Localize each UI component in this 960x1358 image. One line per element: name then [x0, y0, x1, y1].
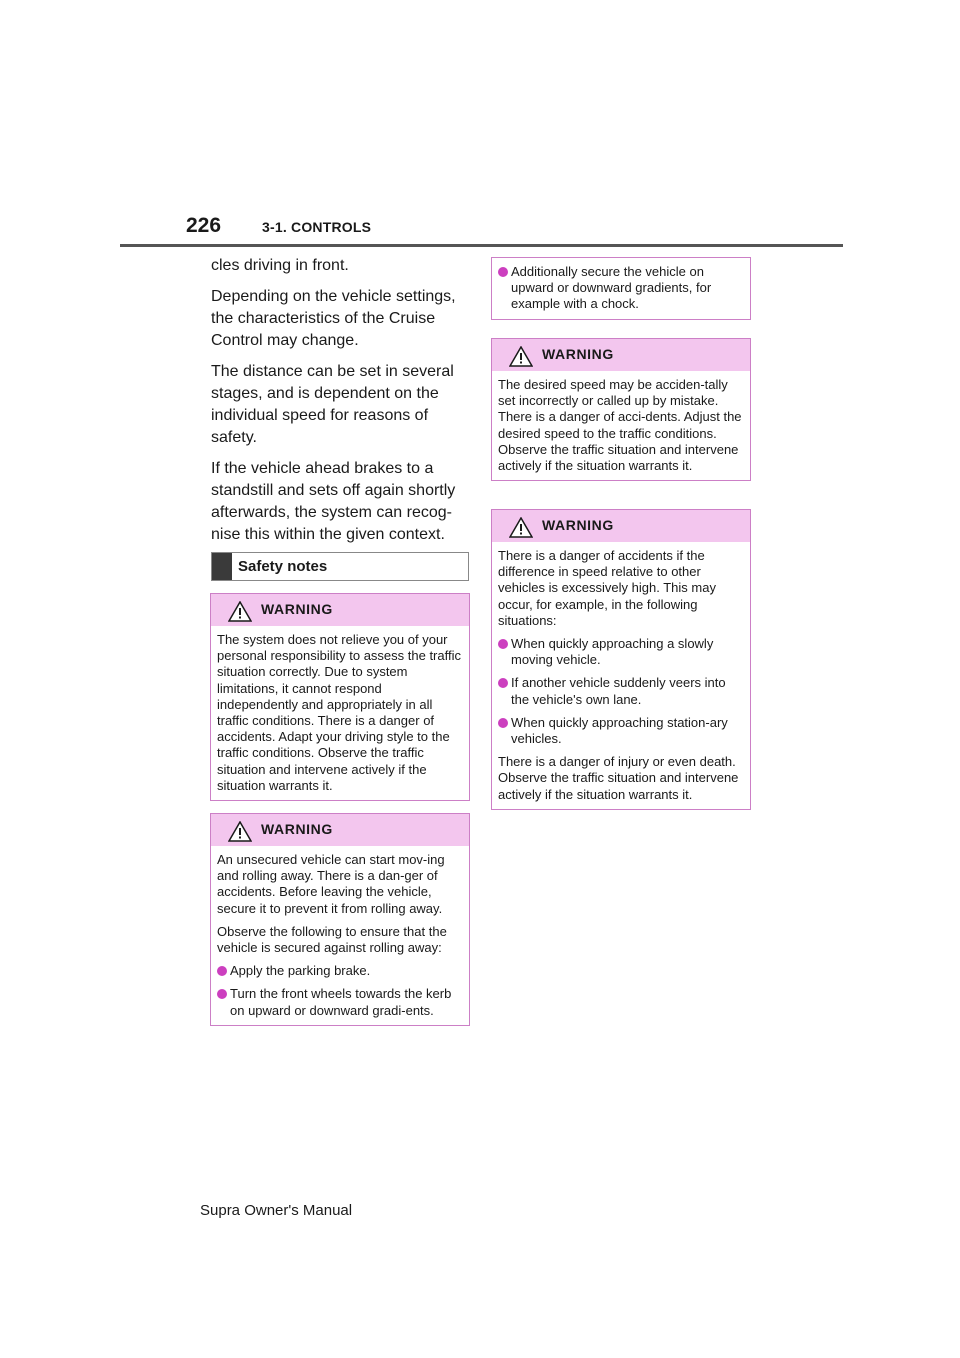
warning-header [492, 510, 750, 542]
warning-title: WARNING [542, 517, 614, 533]
warning-text: There is a danger of accidents if the difference in speed relative to other vehicles is excessively high. This may occur, for example, in the following situations: [498, 548, 716, 628]
warning-body [492, 371, 750, 480]
list-item [498, 675, 744, 707]
warning-triangle-icon [509, 346, 533, 367]
list-item-text: Additionally secure the vehicle on upward or downward gradients, for example with a chock. [511, 264, 712, 312]
paragraph: Depending on the vehicle settings, the characteristics of the Cruise Control may change. [211, 288, 456, 349]
paragraph: cles driving in front. [211, 257, 349, 274]
list-item-text: Apply the parking brake. [230, 963, 371, 979]
list-item [217, 963, 463, 979]
warning-body [492, 542, 750, 809]
list-item-text: Turn the front wheels towards the kerb on upward or downward gradi-ents. [230, 986, 452, 1018]
warning-triangle-icon [228, 601, 252, 622]
paragraph: The distance can be set in several stages, and is dependent on the individual speed for reasons of safety. [211, 363, 454, 446]
safety-notes-bar [212, 553, 232, 580]
warning-text: The desired speed may be acciden-tally set incorrectly or called up by mistake. There is a danger of acci-dents. Adjust the desired speed to the traffic conditions. Observe the traffic situation and intervene actively if the situation warrants it. [498, 377, 742, 474]
list-item-text: When quickly approaching a slowly moving vehicle. [511, 636, 714, 668]
bullet-dot-icon [217, 989, 227, 999]
warning-box-system-limits [210, 593, 470, 801]
warning-triangle-icon [228, 821, 252, 842]
bullet-dot-icon [217, 966, 227, 976]
warning-title: WARNING [261, 601, 333, 617]
bullet-dot-icon [498, 678, 508, 688]
page-number: 226 [186, 214, 222, 237]
bullet-dot-icon [498, 267, 508, 277]
warning-header [211, 814, 469, 846]
warning-body [211, 846, 469, 1025]
list-item [498, 264, 744, 313]
list-item [498, 636, 744, 668]
bullet-dot-icon [498, 639, 508, 649]
list-item [217, 986, 463, 1018]
header-rule [120, 244, 843, 247]
warning-box-continuation [491, 257, 751, 320]
warning-body [492, 258, 750, 319]
warning-title: WARNING [261, 821, 333, 837]
list-item [498, 715, 744, 747]
paragraph: If the vehicle ahead brakes to a standstill and sets off again shortly afterwards, the system can recog-nise this within the given context. [211, 460, 456, 543]
left-column-text [211, 255, 473, 555]
warning-header [492, 339, 750, 371]
list-item-text: When quickly approaching station-ary vehicles. [511, 714, 728, 747]
warning-title: WARNING [542, 346, 614, 362]
warning-box-desired-speed [491, 338, 751, 481]
warning-text: An unsecured vehicle can start mov-ing and rolling away. There is a dan-ger of accidents. Before leaving the vehicle, secure it to prevent it from rolling away. [217, 852, 445, 916]
safety-notes-heading [211, 552, 469, 581]
safety-notes-label: Safety notes [238, 558, 328, 575]
warning-text: Observe the following to ensure that the vehicle is secured against rolling away: [217, 923, 447, 956]
warning-triangle-icon [509, 517, 533, 538]
list-item-text: If another vehicle suddenly veers into the vehicle's own lane. [511, 675, 726, 707]
section-title: 3-1. CONTROLS [262, 219, 372, 235]
footer-manual-title: Supra Owner's Manual [200, 1202, 353, 1219]
warning-box-unsecured-vehicle [210, 813, 470, 1026]
warning-text: The system does not relieve you of your personal responsibility to assess the traffic situation correctly. Due to system limitations, it cannot respond independently and appropriately in all traffic conditions. There is a danger of accidents. Adapt your driving style to the traffic conditions. Observe the traffic situation and intervene actively if the situation warrants it. [217, 632, 461, 793]
warning-header [211, 594, 469, 626]
warning-text: There is a danger of injury or even death. Observe the traffic situation and intervene actively if the situation warrants it. [498, 754, 739, 802]
bullet-dot-icon [498, 718, 508, 728]
warning-body [211, 626, 469, 800]
warning-box-speed-difference [491, 509, 751, 810]
